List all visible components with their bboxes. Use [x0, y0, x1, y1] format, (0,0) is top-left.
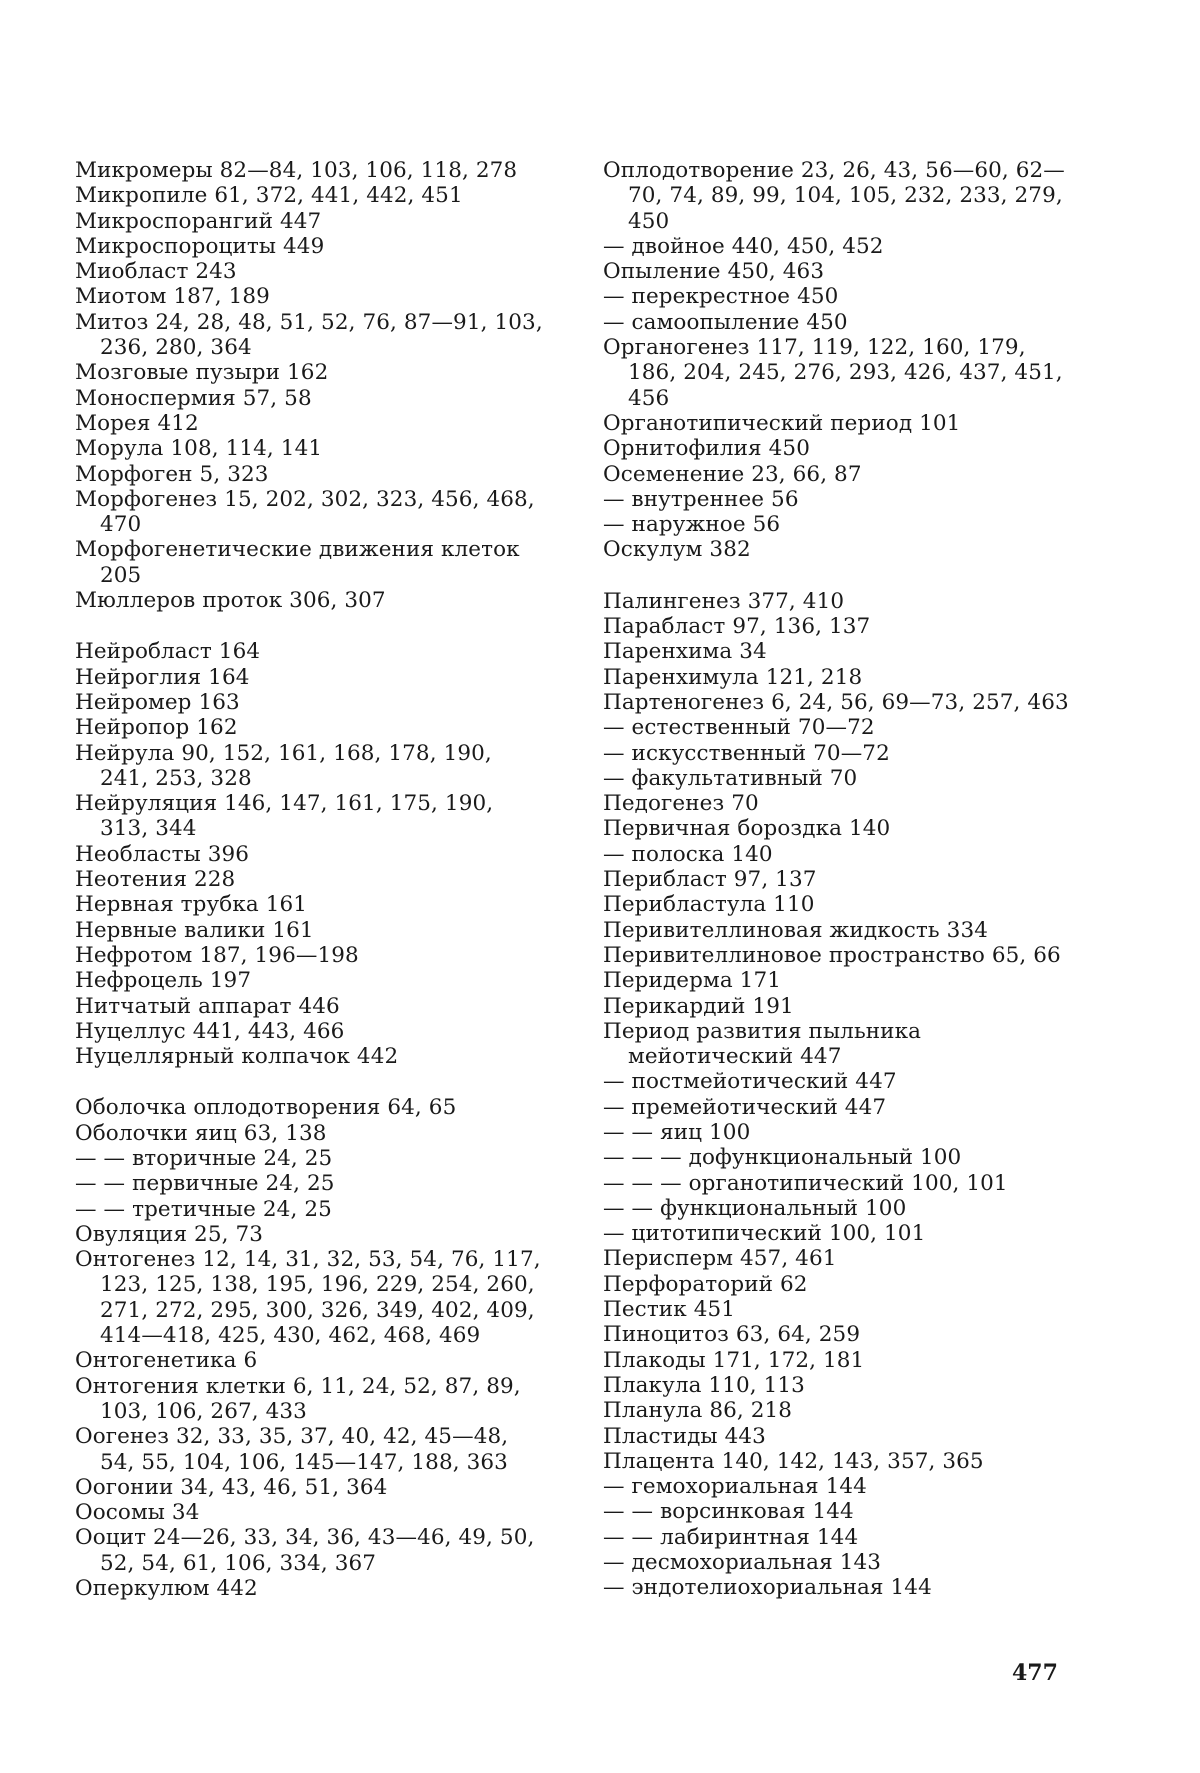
- index-entry: Нефротом 187, 196—198: [75, 942, 359, 968]
- index-entry: Пластиды 443: [603, 1423, 766, 1449]
- index-entry: Мюллеров проток 306, 307: [75, 588, 386, 614]
- index-entry: Нервная трубка 161: [75, 892, 308, 918]
- index-entry: — искусственный 70—72: [603, 740, 890, 766]
- index-entry: — самоопыление 450: [603, 309, 848, 335]
- index-entry: Палингенез 377, 410: [603, 588, 845, 614]
- index-entry: Нитчатый аппарат 446: [75, 993, 340, 1019]
- index-entry: Плакула 110, 113: [603, 1372, 805, 1398]
- index-entry: Микропиле 61, 372, 441, 442, 451: [75, 183, 463, 209]
- index-entry: Перфораторий 62: [603, 1271, 808, 1297]
- index-entry: — постмейотический 447: [603, 1069, 897, 1095]
- index-entry: Перивителлиновое пространство 65, 66: [603, 942, 1061, 968]
- index-section: [75, 1095, 545, 1601]
- index-entry: — наружное 56: [603, 512, 781, 538]
- index-entry: — внутреннее 56: [603, 486, 799, 512]
- right-column: [603, 158, 1073, 1627]
- index-entry: — — лабиринтная 144: [603, 1524, 859, 1550]
- index-entry: Осеменение 23, 66, 87: [603, 461, 862, 487]
- index-entry: Морула 108, 114, 141: [75, 436, 323, 462]
- index-entry: Первичная бороздка 140: [603, 816, 891, 842]
- index-entry: Планула 86, 218: [603, 1398, 793, 1424]
- index-entry: Микроспороциты 449: [75, 233, 325, 259]
- page-number: 477: [1012, 1660, 1058, 1686]
- left-column: [75, 158, 545, 1627]
- index-entry: Партеногенез 6, 24, 56, 69—73, 257, 463: [603, 689, 1069, 715]
- index-entry: Необласты 396: [75, 841, 250, 867]
- index-entry: Морфогенетические движения клеток 205: [75, 537, 520, 588]
- index-entry: Онтогения клетки 6, 11, 24, 52, 87, 89, 103, 106, 267, 433: [75, 1373, 521, 1424]
- index-entry: — десмохориальная 143: [603, 1550, 882, 1576]
- index-entry: Плакоды 171, 172, 181: [603, 1347, 865, 1373]
- index-entry: Перидерма 171: [603, 968, 782, 994]
- index-entry: — — ворсинковая 144: [603, 1499, 854, 1525]
- index-entry: Морфогенез 15, 202, 302, 323, 456, 468, 470: [75, 486, 535, 538]
- index-section: [75, 639, 545, 1069]
- index-entry: Паренхимула 121, 218: [603, 664, 863, 690]
- index-entry: — гемохориальная 144: [603, 1474, 867, 1500]
- index-entry: — эндотелиохориальная 144: [603, 1575, 932, 1601]
- index-entry: Онтогенез 12, 14, 31, 32, 53, 54, 76, 117, 123, 125, 138, 195, 196, 229, 254, 260, 271, 272, 295, 300, 326, 349, 402, 409, 414—418, 425, 430, 462, 468, 469: [75, 1247, 541, 1349]
- index-entry: Ооцит 24—26, 33, 34, 36, 43—46, 49, 50, 52, 54, 61, 106, 334, 367: [75, 1525, 535, 1576]
- index-entry: — премейотический 447: [603, 1094, 887, 1120]
- index-entry: Микромеры 82—84, 103, 106, 118, 278: [75, 158, 518, 183]
- index-entry: — цитотипический 100, 101: [603, 1221, 926, 1247]
- index-entry: — — функциональный 100: [603, 1195, 907, 1221]
- index-entry: Пиноцитоз 63, 64, 259: [603, 1322, 861, 1348]
- index-entry: Опыление 450, 463: [603, 259, 825, 285]
- index-entry: Миотом 187, 189: [75, 284, 270, 310]
- index-entry: Период развития пыльника мейотический 447: [603, 1018, 922, 1070]
- index-entry: Моноспермия 57, 58: [75, 385, 312, 411]
- index-entry: Нервные валики 161: [75, 917, 314, 943]
- index-entry: Оогенез 32, 33, 35, 37, 40, 42, 45—48, 54, 55, 104, 106, 145—147, 188, 363: [75, 1424, 509, 1475]
- index-entry: Нейрула 90, 152, 161, 168, 178, 190, 241, 253, 328: [75, 740, 492, 791]
- index-entry: Морфоген 5, 323: [75, 461, 269, 487]
- index-entry: — — яиц 100: [603, 1119, 751, 1145]
- index-entry: — естественный 70—72: [603, 715, 875, 741]
- index-entry: Неотения 228: [75, 867, 236, 893]
- index-entry: Оскулум 382: [603, 537, 751, 563]
- index-entry: Органогенез 117, 119, 122, 160, 179, 186, 204, 245, 276, 293, 426, 437, 451, 456: [603, 335, 1063, 411]
- index-entry: Нейромер 163: [75, 689, 240, 715]
- index-entry: Овуляция 25, 73: [75, 1221, 264, 1247]
- index-entry: Перибласт 97, 137: [603, 867, 817, 893]
- index-entry: Педогенез 70: [603, 791, 759, 817]
- index-entry: Перивителлиновая жидкость 334: [603, 917, 988, 943]
- index-entry: Миобласт 243: [75, 259, 237, 285]
- index-entry: Морея 412: [75, 410, 199, 436]
- index-entry: — — — дофункциональный 100: [603, 1145, 962, 1171]
- index-entry: Оосомы 34: [75, 1500, 200, 1526]
- index-section: [603, 589, 1073, 1601]
- index-entry: Оплодотворение 23, 26, 43, 56—60, 62—70, 74, 89, 99, 104, 105, 232, 233, 279, 450: [603, 158, 1065, 234]
- index-entry: — — первичные 24, 25: [75, 1171, 335, 1197]
- index-entry: Онтогенетика 6: [75, 1348, 258, 1374]
- index-section: [75, 158, 545, 613]
- index-entry: Нуцеллярный колпачок 442: [75, 1044, 399, 1070]
- index-entry: Органотипический период 101: [603, 410, 961, 436]
- index-entry: Пестик 451: [603, 1297, 736, 1323]
- index-entry: Нефроцель 197: [75, 968, 252, 994]
- index-entry: Оперкулюм 442: [75, 1576, 258, 1602]
- index-entry: — — третичные 24, 25: [75, 1196, 332, 1222]
- index-entry: Микроспорангий 447: [75, 208, 322, 234]
- index-entry: Мозговые пузыри 162: [75, 360, 329, 386]
- index-entry: — — — органотипический 100, 101: [603, 1170, 1008, 1196]
- index-section: [603, 158, 1073, 563]
- index-entry: Нейроглия 164: [75, 664, 250, 690]
- index-entry: — факультативный 70: [603, 765, 858, 791]
- index-entry: Оогонии 34, 43, 46, 51, 364: [75, 1474, 388, 1500]
- index-entry: — полоска 140: [603, 841, 773, 867]
- index-entry: — — вторичные 24, 25: [75, 1145, 333, 1171]
- index-entry: Перисперм 457, 461: [603, 1246, 837, 1272]
- index-entry: — двойное 440, 450, 452: [603, 233, 884, 259]
- index-entry: Нейробласт 164: [75, 639, 261, 665]
- index-entry: Перибластула 110: [603, 892, 815, 918]
- index-entry: Нейруляция 146, 147, 161, 175, 190, 313, 344: [75, 791, 494, 842]
- index-entry: Парабласт 97, 136, 137: [603, 614, 871, 640]
- index-entry: Митоз 24, 28, 48, 51, 52, 76, 87—91, 103, 236, 280, 364: [75, 309, 543, 361]
- index-entry: Оболочки яиц 63, 138: [75, 1120, 327, 1146]
- index-entry: — перекрестное 450: [603, 284, 839, 310]
- index-entry: Оболочка оплодотворения 64, 65: [75, 1095, 457, 1121]
- index-entry: Нейропор 162: [75, 715, 238, 741]
- index-entry: Нуцеллус 441, 443, 466: [75, 1018, 345, 1044]
- index-entry: Перикардий 191: [603, 993, 794, 1019]
- index-entry: Паренхима 34: [603, 639, 767, 665]
- index-entry: Орнитофилия 450: [603, 436, 810, 462]
- index-entry: Плацента 140, 142, 143, 357, 365: [603, 1448, 984, 1474]
